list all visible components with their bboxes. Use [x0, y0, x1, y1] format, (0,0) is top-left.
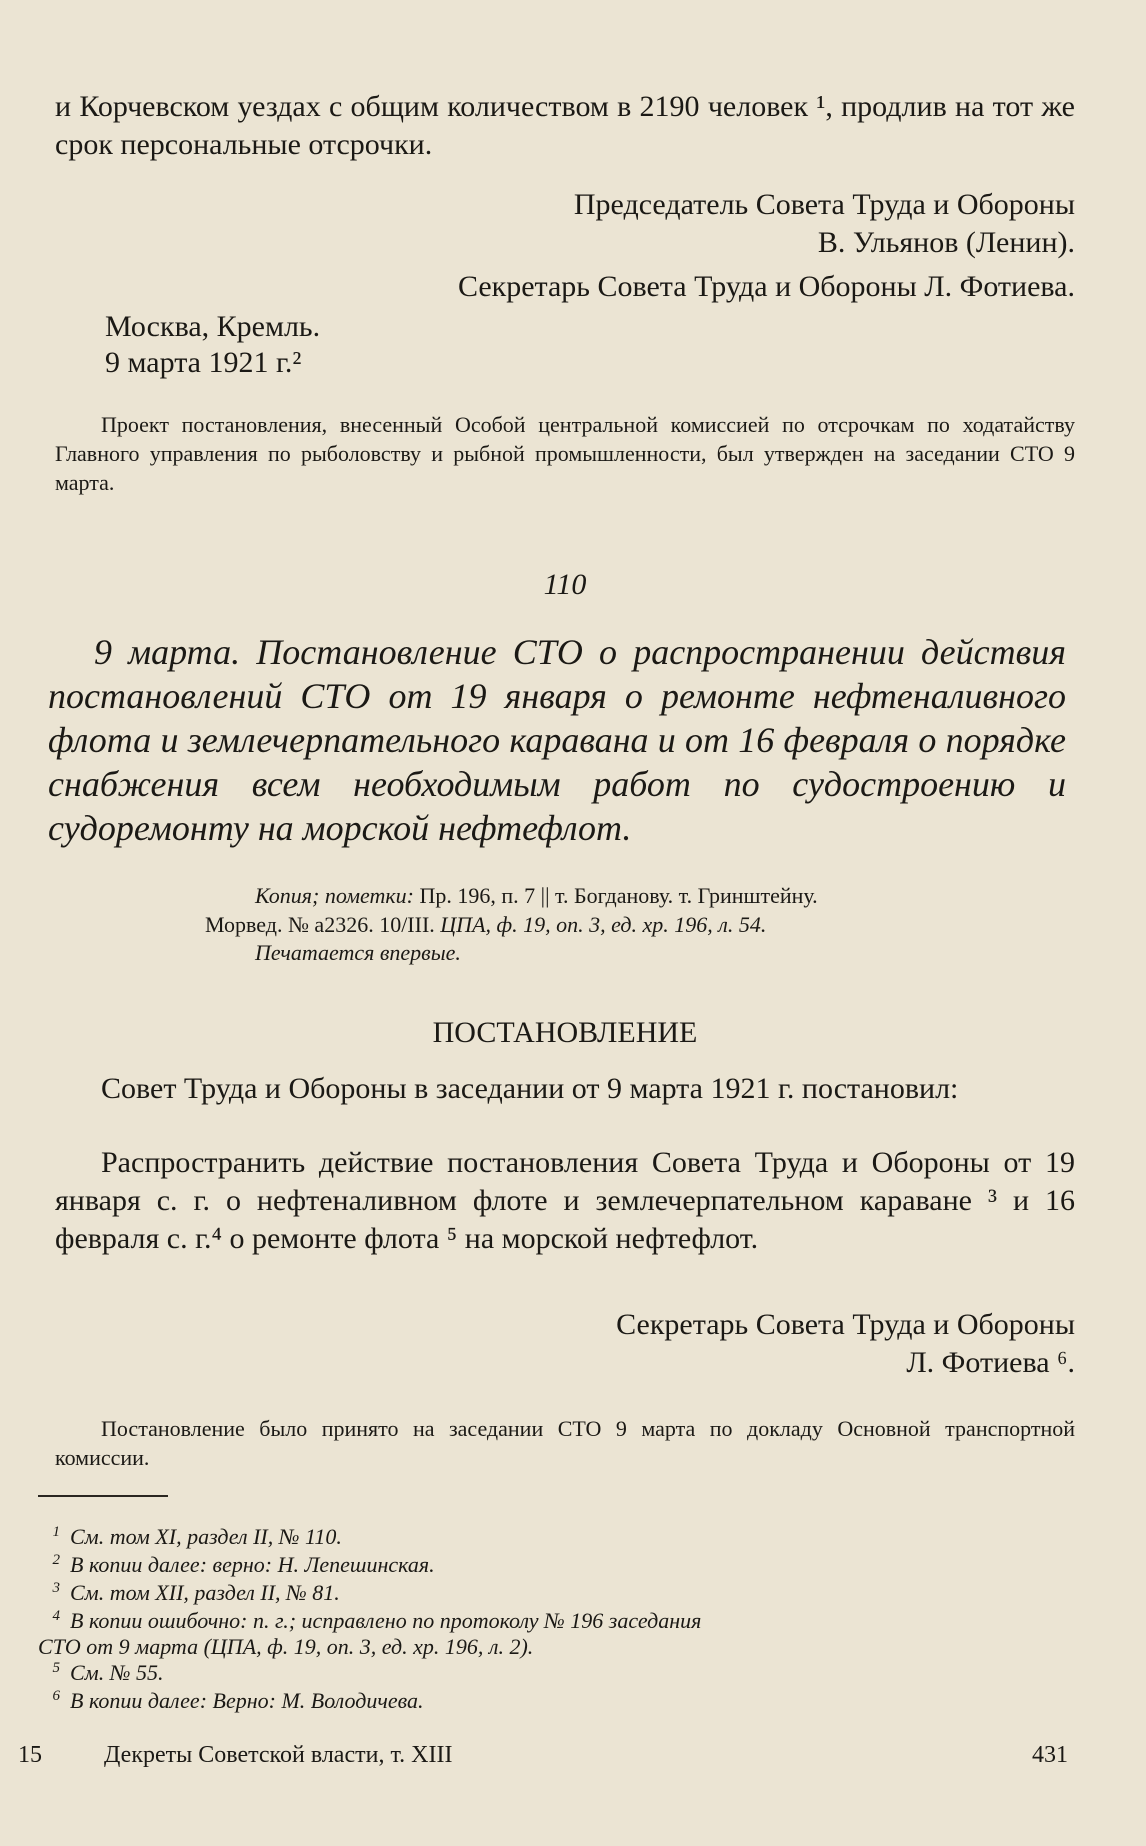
signature-chairman-name: В. Ульянов (Ленин). [817, 226, 1075, 259]
footnote-4-continued: СТО от 9 марта (ЦПА, ф. 19, оп. 3, ед. хр. 196, л. 2). [38, 1634, 534, 1659]
signature-secretary-2: Секретарь Совета Труда и Обороны [616, 1308, 1075, 1341]
top-paragraph: и Корчевском уездах с общим количеством в 2190 человек ¹, продлив на тот же срок персональные отсрочки. [55, 90, 1075, 161]
archival-label: Копия; пометки: [255, 883, 415, 908]
editorial-note-2: Постановление было принято на заседании СТО 9 марта по докладу Основной транспортной комиссии. [55, 1416, 1075, 1470]
page-number: 431 [1032, 1742, 1068, 1768]
sheet-number: 15 [18, 1742, 42, 1768]
footnote-divider [38, 1495, 168, 1497]
footnote-6: 6 В копии далее: Верно: М. Володичева. [52, 1688, 424, 1713]
footnote-3: 3 См. том XII, раздел II, № 81. [52, 1580, 340, 1605]
editorial-note-1: Проект постановления, внесенный Особой центральной комиссией по отсрочкам по ходатайству Главного управления по рыболовству и рыбной промышленности, был утвержден на заседании СТО 9 марта. [55, 412, 1075, 495]
archival-line-1 [255, 881, 1075, 910]
document-title: 9 марта. Постановление СТО о распространении действия постановлений СТО от 19 января о ремонте нефтеналивного флота и землечерпательного каравана и от 16 февраля о порядке снабжения всем необходимым работ по судостроению и судоремонту на морской нефтефлот. [48, 632, 1066, 848]
footnote-1: 1 См. том XI, раздел II, № 110. [52, 1524, 342, 1549]
footnote-2: 2 В копии далее: верно: Н. Лепешинская. [52, 1552, 435, 1577]
signature-secretary-2-name: Л. Фотиева ⁶. [906, 1346, 1075, 1379]
footnote-4: 4 В копии ошибочно: п. г.; исправлено по протоколу № 196 заседания [52, 1608, 702, 1633]
archival-line-2 [205, 910, 1075, 939]
footnote-5: 5 См. № 55. [52, 1660, 164, 1685]
section-heading: ПОСТАНОВЛЕНИЕ [432, 1016, 698, 1049]
book-title: Декреты Советской власти, т. XIII [104, 1742, 453, 1768]
body-paragraph-1: Совет Труда и Обороны в заседании от 9 марта 1921 г. постановил: [101, 1072, 959, 1105]
signature-secretary: Секретарь Совета Труда и Обороны Л. Фотиева. [457, 270, 1075, 303]
document-number: 110 [543, 568, 587, 601]
archival-ref-number: Морвед. № а2326. 10/III. [205, 912, 435, 937]
archival-marks: Пр. 196, п. 7 || т. Богданову. т. Гринштейну. [419, 883, 818, 908]
archival-fund-ref: ЦПА, ф. 19, оп. 3, ед. хр. 196, л. 54. [440, 912, 767, 937]
publication-note: Печатается впервые. [255, 940, 461, 965]
signature-chairman: Председатель Совета Труда и Обороны [573, 188, 1075, 221]
place: Москва, Кремль. [105, 310, 321, 343]
body-paragraph-2: Распространить действие постановления Совета Труда и Обороны от 19 января с. г. о нефтеналивном флоте и землечерпательном караване ³ и 16 февраля с. г.⁴ о ремонте флота ⁵ на морской нефтефлот. [55, 1146, 1075, 1255]
date: 9 марта 1921 г.² [105, 346, 302, 379]
